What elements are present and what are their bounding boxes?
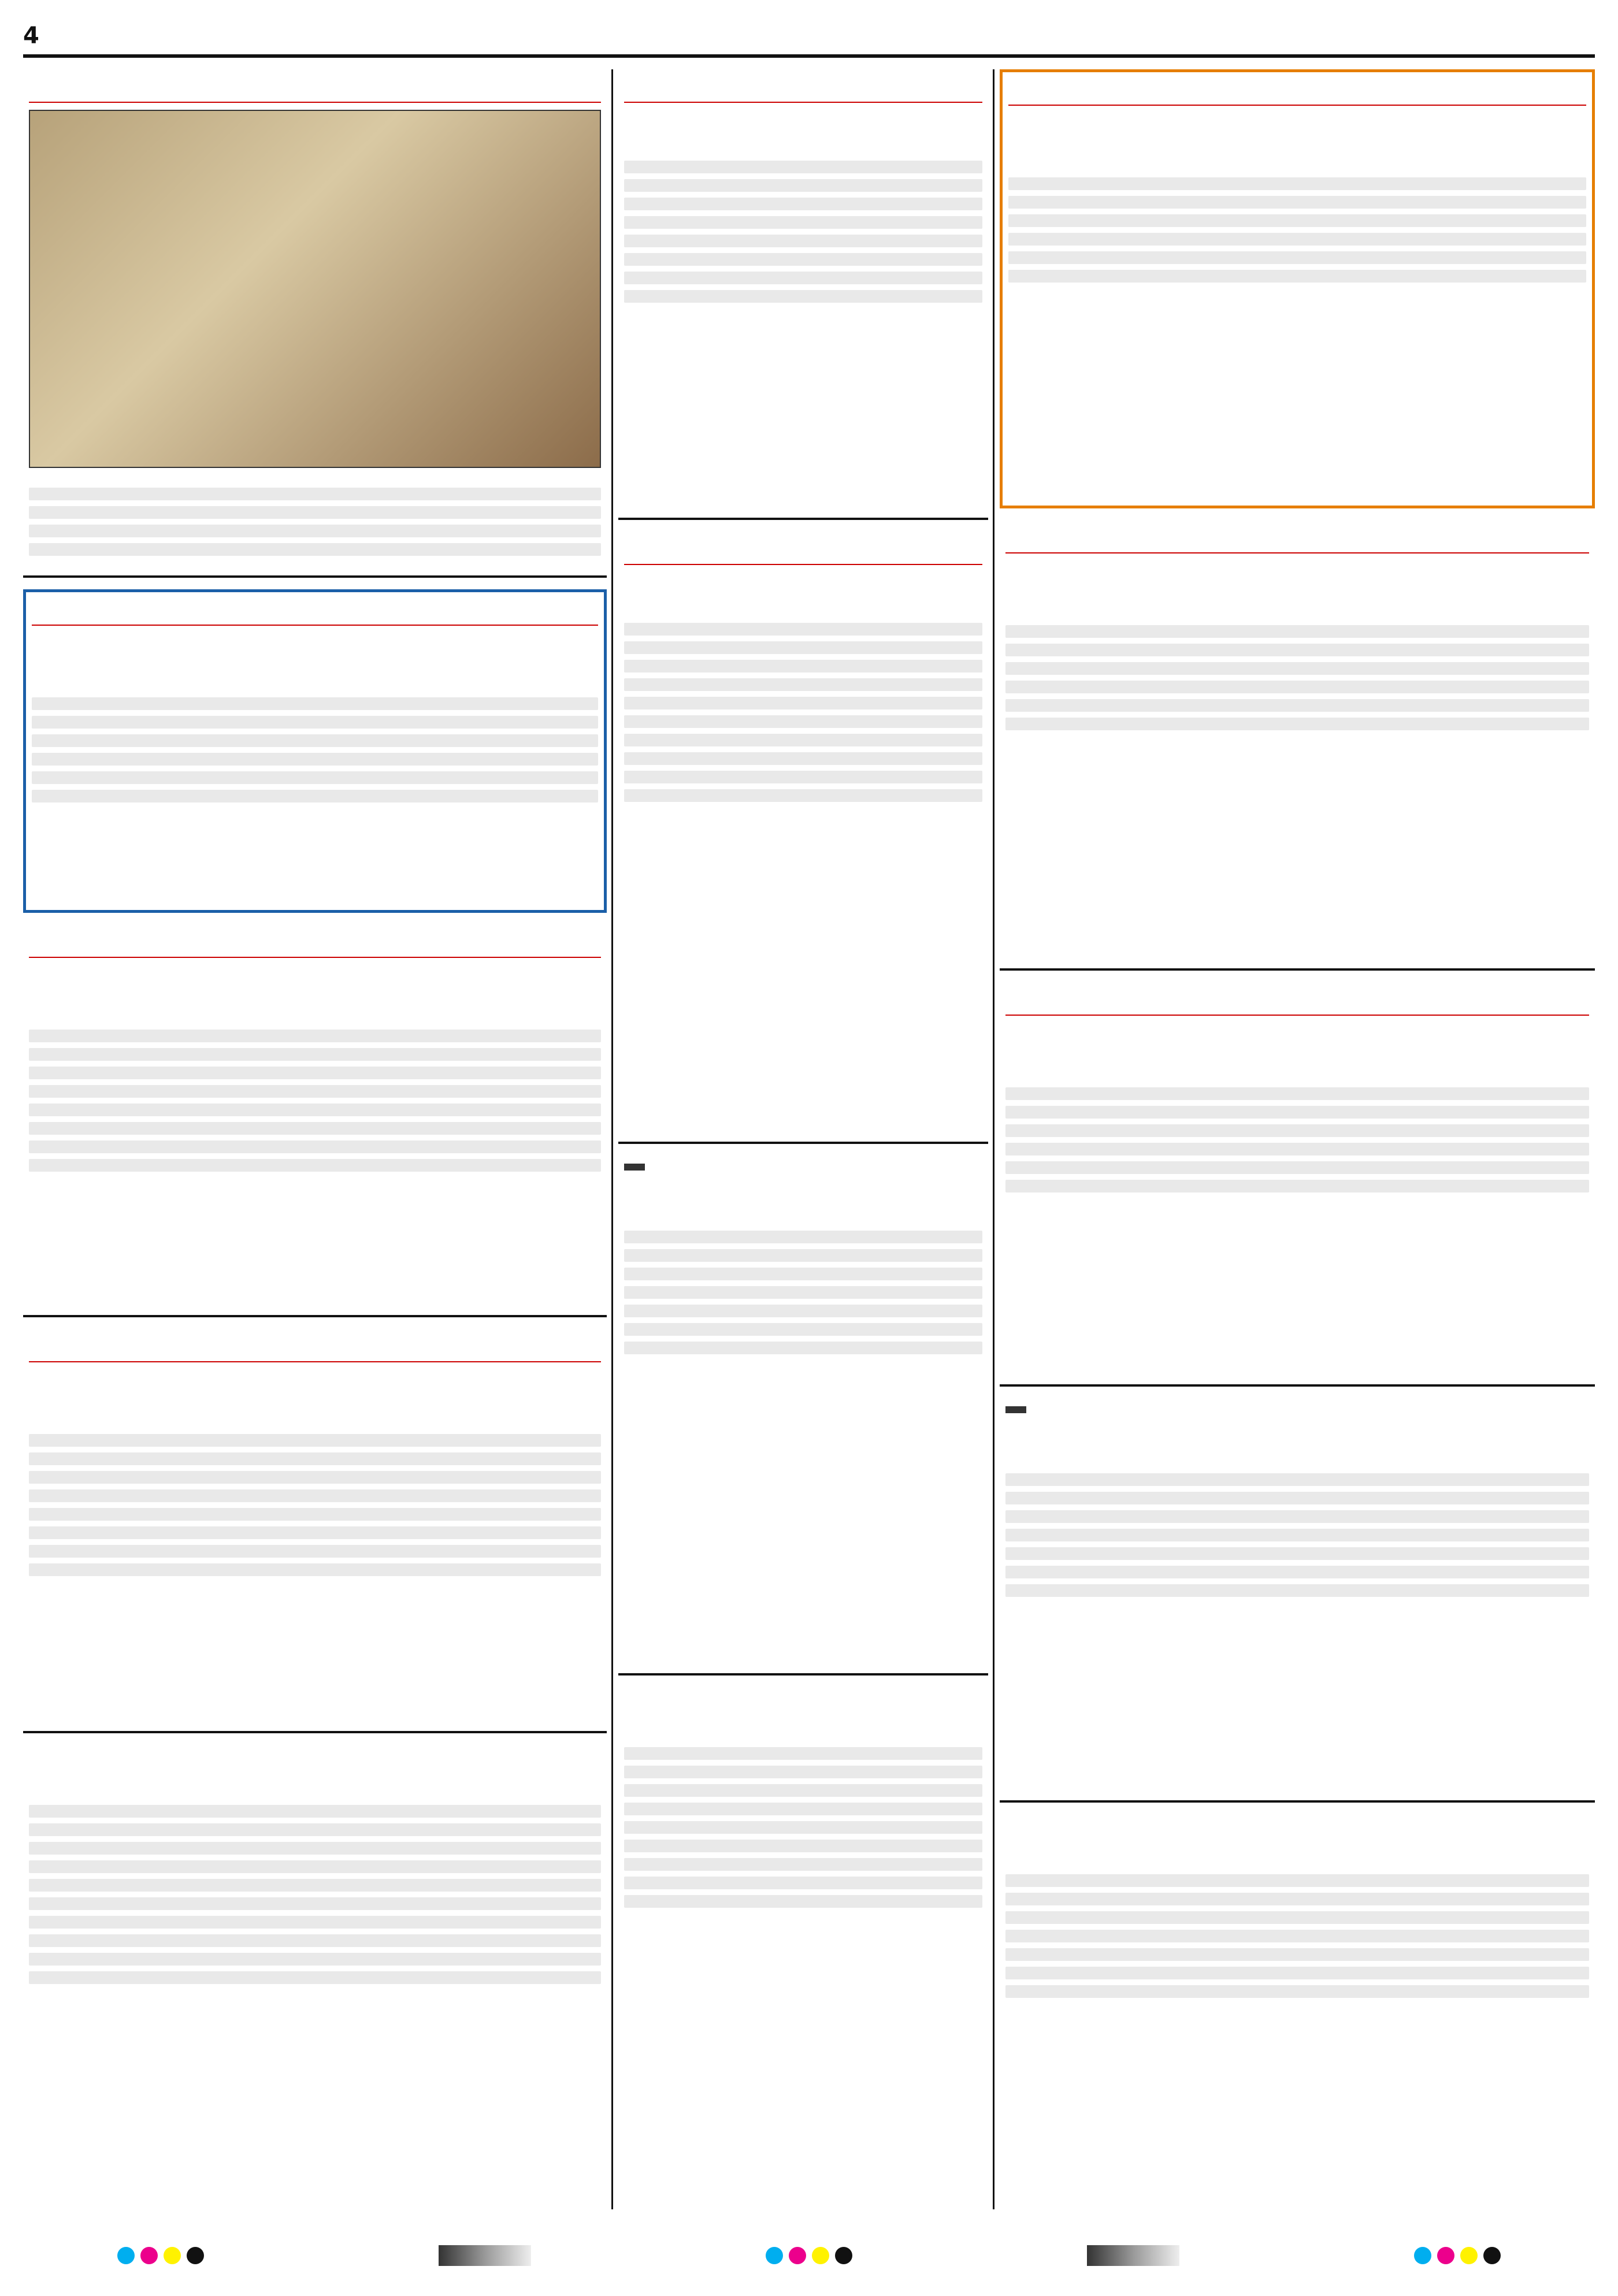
article-kicker <box>624 77 982 103</box>
column-left <box>23 69 607 2209</box>
article-kicker <box>1005 990 1589 1016</box>
column-rule <box>993 69 994 2209</box>
article-block <box>1000 69 1595 508</box>
article-block <box>618 69 988 520</box>
article-headline <box>29 1753 601 1797</box>
article-block <box>23 1745 607 2219</box>
article-block <box>23 589 607 913</box>
article-kicker <box>29 932 601 958</box>
news-photo <box>29 110 601 468</box>
article-block <box>1000 982 1595 1387</box>
article-headline <box>1005 559 1589 617</box>
registration-marks <box>0 2238 1618 2273</box>
article-block <box>618 532 988 1144</box>
column-rule <box>611 69 613 2209</box>
article-block <box>1000 1398 1595 1803</box>
section-tag <box>1005 1406 1026 1413</box>
article-headline <box>1005 1421 1589 1465</box>
article-headline <box>624 1695 982 1739</box>
article-headline <box>624 1179 982 1223</box>
section-tag <box>624 1164 645 1171</box>
article-kicker <box>32 600 598 626</box>
article-headline <box>32 631 598 689</box>
article-headline <box>1005 1822 1589 1866</box>
article-block <box>23 69 607 578</box>
article-headline <box>1005 1021 1589 1079</box>
article-block <box>618 1687 988 2219</box>
article-headline <box>1008 112 1586 169</box>
article-block <box>1000 520 1595 971</box>
masthead <box>23 17 1595 58</box>
article-block <box>23 924 607 1317</box>
article-kicker <box>1005 528 1589 553</box>
article-headline <box>624 109 982 153</box>
article-headline <box>29 1368 601 1426</box>
article-kicker <box>29 1337 601 1362</box>
article-block <box>1000 1814 1595 2219</box>
column-right <box>1000 69 1595 2209</box>
article-block <box>618 1156 988 1675</box>
article-headline <box>29 964 601 1021</box>
article-kicker <box>624 540 982 565</box>
article-headline <box>624 571 982 615</box>
article-kicker <box>29 77 601 103</box>
article-kicker <box>1008 80 1586 106</box>
page-number: 4 <box>23 23 39 49</box>
article-block <box>23 1329 607 1733</box>
column-middle <box>618 69 988 2209</box>
